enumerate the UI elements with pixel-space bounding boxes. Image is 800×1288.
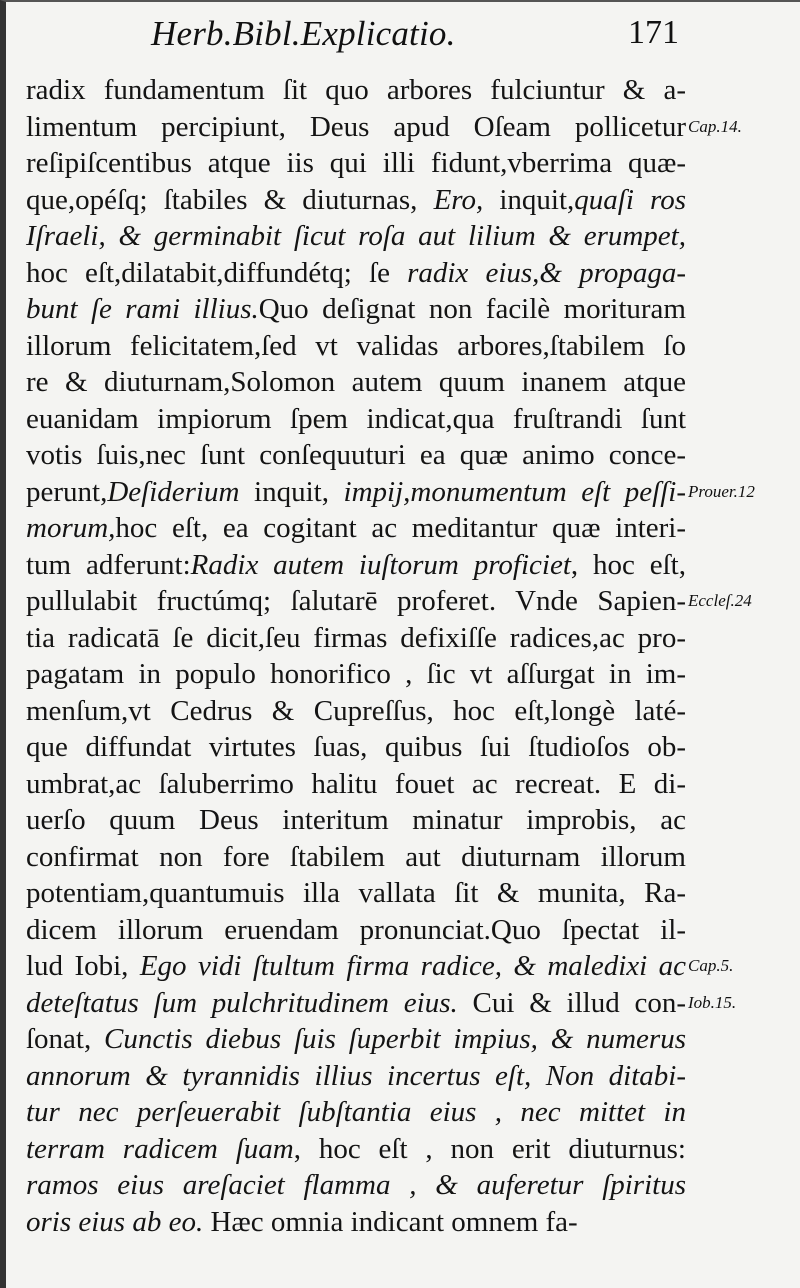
roman-text: confirmat non fore ſtabilem aut diuturnam illorum (26, 840, 686, 873)
italic-text: Ego vidi ſtultum firma radice, & maledixi ac (139, 950, 686, 982)
roman-text: perunt, (26, 475, 108, 508)
text-line (26, 912, 686, 949)
text-line (26, 766, 686, 803)
italic-text: Deſiderium (107, 475, 240, 508)
text-line (26, 145, 686, 182)
roman-text: pullulabit fructúmq; ſalutarē proferet. Vnde Sapien- (26, 585, 686, 617)
text-line (26, 1167, 686, 1204)
roman-text: inquit, (239, 475, 344, 508)
italic-text: Cunctis diebus ſuis ſuperbit impius, & numerus (104, 1023, 686, 1055)
roman-text: Cui & illud con- (457, 986, 686, 1019)
roman-text: votis ſuis,nec ſunt conſequuturi ea quæ animo conce- (26, 439, 686, 471)
text-line (26, 72, 686, 109)
text-line (26, 1021, 686, 1058)
italic-text: oris eius ab eo. (26, 1205, 204, 1238)
roman-text: que diffundat virtutes ſuas, quibus ſui ſtudioſos ob- (26, 731, 686, 763)
italic-text: terram radicem ſuam (26, 1132, 294, 1165)
roman-text: hoc eſt,dilatabit,diffundétq; ſe (26, 256, 408, 289)
italic-text: morum, (26, 512, 116, 544)
text-line (26, 218, 686, 255)
text-line (26, 437, 686, 474)
italic-text: Ero, (433, 183, 484, 216)
roman-text: lud Iobi, (26, 950, 140, 982)
margin-note: Cap.5. (688, 956, 734, 975)
roman-text: potentiam,quantumuis illa vallata ſit & munita, Ra- (26, 877, 686, 909)
italic-text: impij,monumentum eſt peſſi- (343, 475, 687, 508)
margin-note: Prouer.12 (688, 481, 755, 501)
roman-text: Hæc omnia indicant omnem fa- (203, 1205, 578, 1238)
roman-text: , hoc eſt, (570, 548, 686, 581)
text-line (26, 948, 686, 985)
running-head: Herb.Bibl.Explicatio. (151, 14, 456, 53)
roman-text: re & diuturnam,Solomon autem quum inanem atque (26, 366, 686, 398)
text-line (26, 364, 686, 401)
text-line (26, 328, 686, 365)
text-line (26, 985, 686, 1022)
roman-text: limentum percipiunt, Deus apud Oſeam pollicetur (26, 110, 686, 143)
roman-text: pagatam in populo honorifico , ſic vt aſſurgat in im- (26, 658, 686, 690)
text-line (26, 510, 686, 547)
text-line (26, 1058, 686, 1095)
text-line (26, 802, 686, 839)
roman-text: reſipiſcentibus atque iis qui illi fidunt,vberrima quæ- (26, 147, 686, 179)
roman-text: Quo deſignat non facilè morituram (258, 293, 686, 325)
italic-text: radix eius,& propaga- (407, 256, 686, 289)
text-line (26, 656, 686, 693)
margin-note: Eccleſ.24 (688, 591, 752, 610)
italic-text: Radix autem iuſtorum proficiet (190, 548, 571, 581)
text-line (26, 255, 686, 292)
roman-text: inquit, (483, 183, 575, 216)
roman-text: que,opéſq; ſtabiles & diuturnas, (26, 183, 434, 216)
text-line (26, 291, 686, 328)
roman-text: tum adferunt: (26, 548, 191, 581)
text-line (26, 729, 686, 766)
text-line (26, 182, 686, 219)
text-line (26, 109, 686, 146)
text-line (26, 474, 686, 511)
roman-text: menſum,vt Cedrus & Cupreſſus, hoc eſt,longè laté- (26, 694, 686, 727)
roman-text: dicem illorum eruendam pronunciat.Quo ſpectat il- (26, 913, 686, 946)
italic-text: bunt ſe rami illius. (26, 293, 259, 325)
text-line (26, 547, 686, 584)
text-line (26, 693, 686, 730)
roman-text: illorum felicitatem,ſed vt validas arbores,ſtabilem ſo (26, 329, 686, 362)
text-line (26, 1204, 686, 1241)
roman-text: uerſo quum Deus interitum minatur improbis, ac (26, 804, 686, 836)
roman-text: ſonat, (26, 1023, 105, 1055)
page-number: 171 (628, 14, 679, 51)
roman-text: hoc eſt, ea cogitant ac meditantur quæ interi- (115, 512, 686, 544)
body-text (26, 72, 686, 1240)
italic-text: ramos eius areſaciet flamma , & auferetur ſpiritus (26, 1169, 686, 1201)
roman-text: euanidam impiorum ſpem indicat,qua fruſtrandi ſunt (26, 402, 686, 435)
text-line (26, 839, 686, 876)
text-line (26, 1094, 686, 1131)
margin-note: Cap.14. (688, 116, 742, 136)
roman-text: radix fundamentum ſit quo arbores fulciuntur & a- (26, 74, 686, 106)
text-line (26, 401, 686, 438)
italic-text: tur nec perſeuerabit ſubſtantia eius , nec mittet in (26, 1096, 686, 1128)
italic-text: quaſi ros (574, 183, 687, 216)
roman-text: umbrat,ac ſaluberrimo halitu fouet ac recreat. E di- (26, 767, 686, 800)
text-line (26, 620, 686, 657)
italic-text: Iſraeli, & germinabit ſicut roſa aut lilium & erumpet, (26, 220, 686, 252)
roman-text: , hoc eſt , non erit diuturnus: (293, 1132, 686, 1165)
italic-text: annorum & tyrannidis illius incertus eſt, Non ditabi- (26, 1059, 686, 1092)
text-line (26, 875, 686, 912)
text-line (26, 583, 686, 620)
text-line (26, 1131, 686, 1168)
margin-note: Iob.15. (688, 992, 737, 1012)
italic-text: deteſtatus ſum pulchritudinem eius. (26, 986, 458, 1019)
roman-text: tia radicatā ſe dicit,ſeu firmas defixiſſe radices,ac pro- (26, 621, 686, 654)
